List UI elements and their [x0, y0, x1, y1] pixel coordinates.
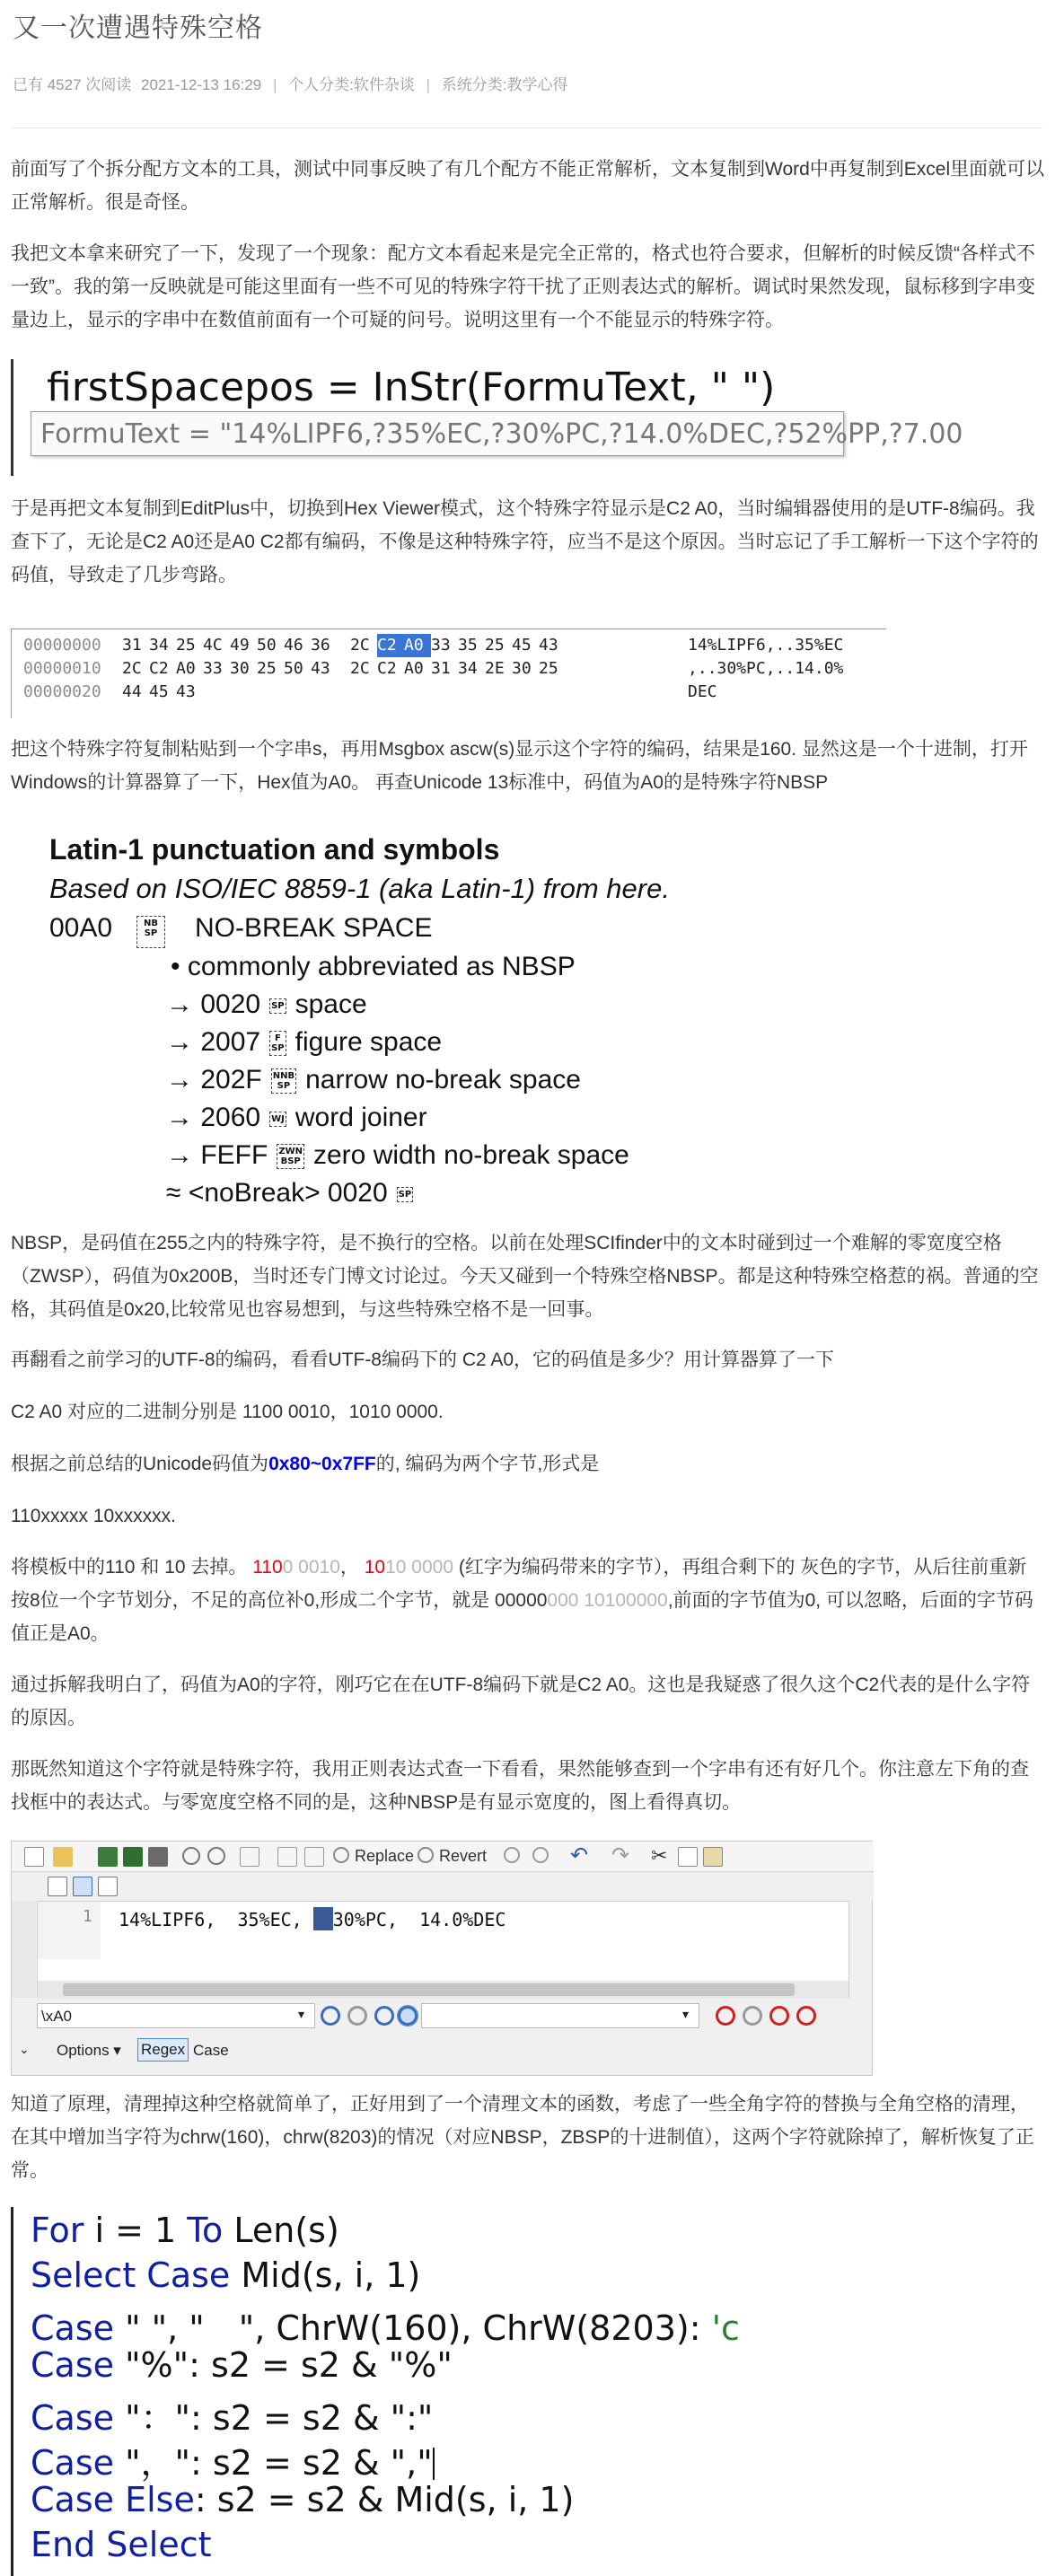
unicode-chart-subheading: Based on ISO/IEC 8859-1 (aka Latin-1) from here.: [49, 873, 670, 904]
paragraph-10: [11, 1551, 1045, 1650]
post-meta: [13, 72, 567, 94]
tooltip-text: FormuText = "14%LIPF6,?35%EC,?30%PC,?14.0%DEC,?52%PP,?7.00: [40, 418, 963, 450]
line-code: 0020: [200, 989, 261, 1019]
hex-byte[interactable]: 34: [149, 636, 169, 655]
hex-byte[interactable]: 35: [458, 636, 478, 655]
hex-byte[interactable]: 49: [230, 636, 250, 655]
hex-byte[interactable]: 50: [257, 636, 277, 655]
hex-byte[interactable]: 44: [122, 682, 142, 701]
scrollbar-thumb[interactable]: [63, 1983, 795, 1996]
hex-byte[interactable]: 30: [512, 659, 532, 678]
find-input[interactable]: [37, 2003, 315, 2028]
vb-keyword: Case: [31, 2398, 114, 2438]
p10-text-i: ,前面的字节值为0, 可以忽略，后面的字节码值正是A0。: [11, 1590, 1033, 1644]
spell-all-icon[interactable]: [532, 1847, 549, 1863]
unicode-detail-line: [171, 952, 576, 982]
vb-text: Len(s): [223, 2211, 339, 2250]
paragraph-8-text: 根据之前总结的Unicode码值为: [11, 1454, 269, 1474]
code-line: firstSpacepos = InStr(FormuText, " "): [47, 365, 776, 410]
find-icon[interactable]: [182, 1847, 200, 1865]
hex-byte[interactable]: C2: [377, 634, 404, 657]
hex-byte[interactable]: 25: [539, 659, 558, 678]
unicode-detail-line: [166, 1065, 581, 1095]
hex-byte[interactable]: 43: [539, 636, 558, 655]
line-text: narrow no-break space: [305, 1065, 581, 1095]
hex-byte[interactable]: 45: [149, 682, 169, 701]
hex-row: [23, 634, 844, 657]
save-all-icon[interactable]: [123, 1847, 143, 1867]
hex-byte[interactable]: 50: [284, 659, 303, 678]
line-text: word joiner: [295, 1103, 427, 1132]
paragraph-3: 于是再把文本复制到EditPlus中，切换到Hex Viewer模式，这个特殊字符显示是C2 A0，当时编辑器使用的是UTF-8编码。我查下了，无论是C2 A0还是A0 C2都有编码，不像是这种特殊字符，应当不是这个原因。当时忘记了手工解析一下这个字符的码值，导致走了几步弯路。: [11, 498, 1039, 585]
glyph-box: SP: [397, 1187, 414, 1202]
unicode-chart-screenshot: [49, 826, 732, 1212]
vb-code-line: [31, 2211, 339, 2250]
cut-icon[interactable]: ✂: [651, 1844, 668, 1867]
save-icon[interactable]: [98, 1847, 118, 1867]
chevron-down-icon[interactable]: ⌄: [19, 2042, 30, 2056]
regex-toggle[interactable]: Regex: [137, 2038, 189, 2062]
hex-offset: 00000020: [23, 682, 101, 701]
page-title: 又一次遭遇特殊空格: [13, 13, 263, 43]
hex-byte[interactable]: 36: [311, 636, 330, 655]
replace-all-icon[interactable]: [769, 2006, 789, 2026]
line-code: 2007: [200, 1027, 261, 1057]
vb-text: "：": s2 = s2 & ":": [114, 2398, 434, 2438]
ruler-icon[interactable]: [98, 1877, 118, 1896]
horizontal-scrollbar[interactable]: [38, 1981, 848, 1999]
p10-red-b: 10: [364, 1557, 386, 1578]
debug-tooltip-screenshot: [11, 359, 963, 476]
paragraph-4: 把这个特殊字符复制粘贴到一个字串s，再用Msgbox ascw(s)显示这个字符的编码，结果是160. 显然这是一个十进制，打开Windows的计算器算了一下，Hex值为A0。 再查Unicode 13标准中，码值为A0的是特殊字符NBSP: [11, 739, 1028, 793]
unicode-detail-line: [166, 1103, 427, 1133]
line-code: 2060: [200, 1103, 261, 1132]
vb-keyword: Case Else: [31, 2480, 195, 2519]
unicode-detail-line: [166, 1140, 629, 1171]
paragraph-8-text-end: 的, 编码为两个字节,形式是: [375, 1454, 600, 1474]
hex-byte[interactable]: C2: [149, 659, 169, 678]
paragraph-6: 再翻看之前学习的UTF-8的编码，看看UTF-8编码下的 C2 A0，它的码值是多少？用计算器算了一下: [11, 1350, 835, 1370]
paste-icon[interactable]: [703, 1847, 723, 1867]
vb-code-line: [31, 2345, 453, 2385]
p10-gray-c: 000 10100000: [547, 1590, 668, 1611]
mark-all-icon[interactable]: [398, 2006, 418, 2026]
vb-code-line: [31, 2435, 435, 2484]
vb-keyword: Case: [31, 2345, 114, 2385]
vb-code-line: [31, 2525, 212, 2564]
hex-byte[interactable]: 4C: [203, 636, 223, 655]
editplus-toolbar-2: [12, 1873, 874, 1900]
replace-next-icon[interactable]: [716, 2006, 735, 2026]
vb-keyword: Select Case: [31, 2255, 231, 2295]
line-text: commonly abbreviated as NBSP: [187, 952, 576, 981]
find-next-icon[interactable]: [207, 1847, 225, 1865]
line-prefix: →: [166, 1140, 201, 1170]
hex-byte[interactable]: 25: [485, 636, 505, 655]
vb-text: "%": s2 = s2 & "%": [114, 2345, 453, 2385]
glyph-box: ZWN BSP: [277, 1144, 304, 1169]
vb-code-screenshot: [11, 2207, 873, 2576]
open-folder-icon[interactable]: [53, 1847, 73, 1867]
hex-byte[interactable]: 25: [257, 659, 277, 678]
unicode-chart-heading: Latin-1 punctuation and symbols: [49, 833, 500, 866]
hex-byte[interactable]: C2: [377, 659, 397, 678]
hex-byte[interactable]: 30: [230, 659, 250, 678]
vb-code-line: [31, 2255, 420, 2295]
find-input-value: \xA0: [41, 2008, 73, 2025]
hex-byte[interactable]: 33: [203, 659, 223, 678]
system-category-link[interactable]: 系统分类:教学心得: [441, 76, 568, 93]
replace-button[interactable]: Replace: [355, 1847, 415, 1865]
editor-side-scroll[interactable]: [12, 1901, 36, 1998]
unicode-detail-line: [166, 1178, 422, 1209]
word-wrap-icon[interactable]: [48, 1877, 67, 1896]
vb-code-line: [31, 2390, 433, 2440]
paragraph-12: 那既然知道这个字符就是特殊字符，我用正则表达式查一下看看，果然能够查到一个字串有还有好几个。你注意左下角的查找框中的表达式。与零宽度空格不同的是，这种NBSP是有显示宽度的，图上看得真切。: [11, 1759, 1029, 1813]
title-divider: [13, 127, 1042, 128]
p10-text-d: ，: [339, 1557, 365, 1578]
line-prefix: →: [166, 1065, 201, 1095]
unicode-code: 00A0: [49, 913, 113, 943]
editplus-toolbar: [12, 1842, 874, 1872]
line-number-icon[interactable]: [73, 1877, 92, 1896]
vb-keyword: Case: [31, 2308, 114, 2348]
copy-icon[interactable]: [678, 1847, 698, 1867]
line-text: zero width no-break space: [313, 1140, 629, 1170]
line-number: 1: [83, 1907, 92, 1926]
vb-comment: 'c: [711, 2308, 740, 2348]
hex-byte[interactable]: 46: [284, 636, 303, 655]
replace-icon[interactable]: [333, 1847, 349, 1863]
paragraph-11: 通过拆解我明白了，码值为A0的字符，刚巧它在在UTF-8编码下就是C2 A0。这也是我疑惑了很久这个C2代表的是什么字符的原因。: [11, 1675, 1031, 1728]
hex-byte[interactable]: 43: [311, 659, 330, 678]
line-text: figure space: [295, 1027, 443, 1057]
vb-text: Mid(s, i, 1): [230, 2255, 421, 2295]
hex-left-border: [11, 629, 12, 718]
paragraph-1: 前面写了个拆分配方文本的工具，测试中同事反映了有几个配方不能正常解析，文本复制到Word中再复制到Excel里面就可以正常解析。很是奇怪。: [11, 159, 1045, 213]
nbsp-selection-highlight: [313, 1907, 333, 1930]
personal-category-link[interactable]: 个人分类:软件杂谈: [288, 76, 415, 93]
hex-byte[interactable]: 33: [431, 636, 451, 655]
read-count: 已有 4527 次阅读: [13, 76, 132, 93]
hex-byte[interactable]: A0: [404, 634, 431, 657]
line-prefix: →: [166, 989, 201, 1019]
hex-row: [23, 681, 717, 704]
glyph-box: F SP: [269, 1031, 286, 1056]
chevron-down-icon[interactable]: ▾: [298, 2007, 305, 2021]
nbsp-glyph-box: NB SP: [136, 916, 165, 948]
glyph-box: NNB SP: [271, 1068, 296, 1094]
editor-line[interactable]: [119, 1907, 506, 1930]
hex-byte[interactable]: 31: [431, 659, 451, 678]
editplus-screenshot: [11, 1841, 873, 2076]
hex-byte[interactable]: 2E: [485, 659, 505, 678]
vb-keyword: Case: [31, 2443, 114, 2483]
paragraph-7: C2 A0 对应的二进制分别是 1100 0010，1010 0000.: [11, 1402, 444, 1422]
redo-icon[interactable]: ↷: [611, 1843, 630, 1868]
hex-viewer-screenshot: [11, 629, 891, 722]
meta-separator: |: [272, 76, 277, 93]
hex-byte[interactable]: 2C: [350, 636, 370, 655]
hex-offset: 00000000: [23, 636, 101, 655]
case-toggle[interactable]: Case: [193, 2042, 229, 2059]
unicode-detail-line: [166, 989, 367, 1020]
hex-byte[interactable]: 25: [176, 636, 196, 655]
go-back-icon[interactable]: [240, 1847, 259, 1867]
vb-keyword: For: [31, 2211, 84, 2250]
vb-keyword: End Select: [31, 2525, 212, 2564]
editor-area[interactable]: [37, 1901, 849, 1998]
options-menu[interactable]: Options ▾: [57, 2042, 121, 2059]
variable-tooltip: [31, 411, 963, 456]
line-code: FEFF: [200, 1140, 268, 1170]
vb-keyword: To: [187, 2211, 224, 2250]
go-forward-icon[interactable]: [277, 1847, 297, 1867]
line-prefix: →: [166, 1103, 201, 1132]
vb-text: "，": s2 = s2 & ",": [114, 2443, 433, 2483]
vb-text: i = 1: [84, 2211, 188, 2250]
glyph-box: WJ: [269, 1112, 286, 1127]
paragraph-5: NBSP，是码值在255之内的特殊字符，是不换行的空格。以前在处理SCIfinder中的文本时碰到过一个难解的零宽度空格（ZWSP），码值为0x200B，当时还专门博文讨论过。今天又碰到一个特殊空格NBSP。都是这种特殊空格惹的祸。普通的空格，其码值是0x20,比较常见也容易想到，与这些特殊空格不是一回事。: [11, 1233, 1039, 1320]
p10-text-g: (红字为编码带来的字节），再组合剩下的 灰色的字节，从后往前重新按8位一个字节划分，不足的高位补0,形成二个字节，就是 00000: [11, 1557, 1027, 1611]
hex-ascii: 14%LIPF6,..35%EC: [688, 636, 844, 655]
paragraph-9: 110xxxxx 10xxxxxx.: [11, 1506, 177, 1526]
vb-text: : s2 = s2 & Mid(s, i, 1): [194, 2480, 575, 2519]
p10-red-a: 110: [252, 1557, 283, 1578]
hex-byte[interactable]: 45: [512, 636, 532, 655]
p10-gray-a: 0 0010: [282, 1557, 340, 1578]
hex-byte[interactable]: 43: [176, 682, 196, 701]
hex-byte[interactable]: 2C: [350, 659, 370, 678]
unicode-name: NO-BREAK SPACE: [195, 913, 433, 943]
hex-ascii: DEC: [688, 682, 717, 701]
line-code: <noBreak> 0020: [188, 1178, 388, 1208]
line-prefix: •: [171, 952, 188, 981]
replace-in-selection-icon[interactable]: [796, 2006, 816, 2026]
replace-prev-icon[interactable]: [743, 2006, 762, 2026]
p10-gray-b: 10 0000: [385, 1557, 454, 1578]
hex-byte[interactable]: 31: [122, 636, 142, 655]
line-text-before: 14%LIPF6, 35%EC,: [119, 1909, 303, 1930]
hex-ascii: ,..30%PC,..14.0%: [688, 659, 844, 678]
new-file-icon[interactable]: [24, 1847, 44, 1867]
hex-offset: 00000010: [23, 659, 101, 678]
hex-byte[interactable]: A0: [404, 659, 424, 678]
vb-code-line: [31, 2480, 574, 2519]
chevron-down-icon[interactable]: ▾: [682, 2007, 690, 2021]
paragraph-2: 我把文本拿来研究了一下，发现了一个现象：配方文本看起来是完全正常的，格式也符合要求，但解析的时候反馈“各样式不一致”。我的第一反映就是可能这里面有一些不可见的特殊字符干扰了正则表达式的解析。调试时果然发现，鼠标移到字串变量边上，显示的字串中在数值前面有一个可疑的问号。说明这里有一个不能显示的特殊字符。: [11, 243, 1035, 330]
hex-byte[interactable]: 2C: [122, 659, 142, 678]
line-prefix: →: [166, 1027, 201, 1057]
line-code: 202F: [200, 1065, 262, 1095]
hex-row: [23, 657, 844, 681]
text-caret: [433, 2448, 435, 2480]
revert-button[interactable]: Revert: [439, 1847, 488, 1865]
find-prev-icon[interactable]: [347, 2006, 367, 2026]
spell-icon[interactable]: [504, 1847, 520, 1863]
line-text-after: 30%PC, 14.0%DEC: [332, 1909, 506, 1930]
code-gutter-bar: [11, 359, 13, 476]
glyph-box: SP: [269, 998, 286, 1014]
undo-icon[interactable]: ↶: [570, 1843, 589, 1868]
paragraph-8: [11, 1447, 1045, 1481]
hex-byte[interactable]: 34: [458, 659, 478, 678]
paragraph-13: 知道了原理，清理掉这种空格就简单了，正好用到了一个清理文本的函数，考虑了一些全角字符的替换与全角空格的清理，在其中增加当字符为chrw(160)，chrw(8203)的情况（对应NBSP，ZBSP的十进制值），这两个字符就除掉了，解析恢复了正常。: [11, 2094, 1034, 2181]
hex-byte[interactable]: A0: [176, 659, 196, 678]
vb-code-line: [31, 2300, 740, 2350]
code-gutter-bar: [11, 2207, 13, 2576]
print-icon[interactable]: [148, 1847, 168, 1867]
find-next-icon[interactable]: [321, 2006, 340, 2026]
line-text: space: [295, 989, 367, 1019]
revert-icon[interactable]: [418, 1847, 434, 1863]
vb-text: " ", " ", ChrW(160), ChrW(8203):: [114, 2308, 712, 2348]
line-prefix: ≈: [166, 1178, 189, 1208]
post-datetime: 2021-12-13 16:29: [141, 76, 262, 93]
unicode-detail-line: [166, 1027, 442, 1058]
goto-icon[interactable]: [304, 1847, 324, 1867]
find-all-icon[interactable]: [374, 2006, 394, 2026]
unicode-range-highlight: 0x80~0x7FF: [268, 1454, 376, 1474]
p10-text-a: 将模板中的110 和 10 去掉。: [11, 1557, 253, 1578]
replace-input[interactable]: [421, 2003, 699, 2028]
meta-separator: |: [426, 76, 431, 93]
